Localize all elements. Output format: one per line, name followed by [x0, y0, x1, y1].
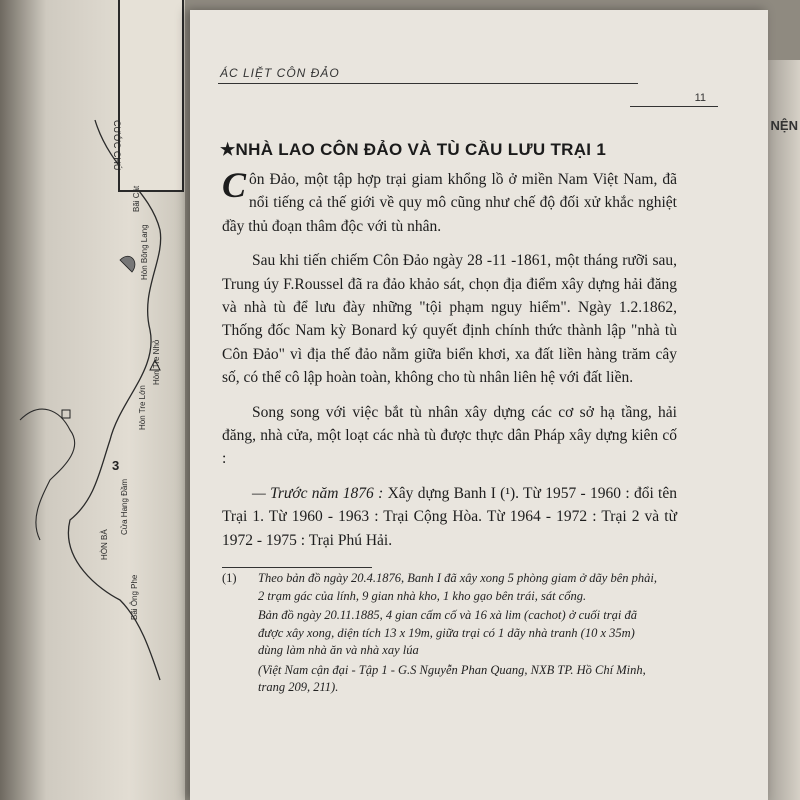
page-number: 11 — [694, 92, 706, 104]
paragraph-2: Sau khi tiến chiếm Côn Đảo ngày 28 -11 -1861, một tháng rưỡi sau, Trung úy F.Roussel đã ra đảo khảo sát, chọn địa điểm xây dựng hải đăng và nhà tù để lưu đày những "tội phạm nguy hiểm". Ngày 1.2.1862, Thống đốc Nam kỳ Bonard ký quyết định chính thức thành lập "nhà tù Côn Đảo" vì địa thế đảo nằm giữa biển khơi, xa đất liền hàng trăm cây số, có thể cô lập hoàn toàn, không cho tù nhân liên hệ với đất liền. — [222, 252, 677, 387]
map-label-hon-ba: HÒN BÀ — [100, 529, 109, 560]
map-label-hon-bong-lang: Hòn Bông Lang — [140, 224, 149, 280]
map-label-hon-tre-lon: Hòn Tre Lớn — [138, 385, 147, 430]
list-item-text: Xây dựng Banh I (¹). Từ 1957 - 1960 : đổi tên Trại 1. Từ 1960 - 1963 : Trại Cộng Hòa. Từ 1964 - 1972 : Trại 2 và từ 1972 - 1975 : Trại Phú Hải. — [222, 484, 677, 549]
next-page-edge-text: NỆN — [770, 118, 798, 133]
map-label-cua-hang-dam: Cửa Hang Đầm — [120, 478, 129, 535]
left-page-map — [0, 0, 185, 800]
footnote-text-3: (Việt Nam cận đại - Tập 1 - G.S Nguyễn Phan Quang, NXB TP. Hồ Chí Minh, trang 209, 211). — [258, 662, 646, 694]
book-page — [190, 10, 768, 800]
running-head: ÁC LIỆT CÔN ĐẢO — [220, 66, 340, 80]
list-item — [222, 482, 677, 552]
paragraph-1-text: ôn Đảo, một tập hợp trại giam khổng lồ ở miền Nam Việt Nam, đã nổi tiếng cả thế giới về quy mô cũng như chế độ đối xử khắc nghiệt đầy thủ đoạn thâm độc với tù nhân. — [222, 171, 677, 235]
map-legend-box — [118, 0, 184, 192]
running-head-rule — [218, 83, 638, 84]
footnote — [222, 570, 662, 699]
map-label-bai-ong-phe: Bãi Ông Phe — [130, 574, 139, 620]
page-number-rule — [630, 106, 718, 107]
map-label-hon-tre-nho: Hòn Tre Nhỏ — [152, 339, 161, 385]
svg-text:3: 3 — [112, 458, 120, 473]
body-text — [222, 165, 677, 563]
paragraph-3: Song song với việc bắt tù nhân xây dựng các cơ sở hạ tầng, hải đăng, nhà cửa, một loạt các nhà tù được thực dân Pháp xây dựng kiên cố : — [222, 403, 677, 468]
list-item-prefix: — Trước năm 1876 : — [252, 484, 384, 502]
section-heading: ★NHÀ LAO CÔN ĐẢO VÀ TÙ CẦU LƯU TRẠI 1 — [220, 140, 607, 159]
footnote-mark: (1) — [222, 571, 237, 585]
footnote-rule — [222, 567, 372, 568]
footnote-text-2: Bản đồ ngày 20.11.1885, 4 gian cấm cố và 16 xà lim (cachot) ở cuối trại đã được xây xong, diện tích 13 x 19m, giữa trại có 1 dãy nhà tranh (10 x 35m) dùng làm nhà ăn và nhà xay lúa — [258, 608, 637, 657]
footnote-text-1: Theo bản đồ ngày 20.4.1876, Banh I đã xây xong 5 phòng giam ở dãy bên phải, 2 trạm gác của lính, 9 gian nhà kho, 1 kho gạo bên trái, sát cổng. — [258, 571, 657, 603]
drop-cap: C — [222, 165, 247, 205]
footnote-body — [258, 570, 662, 699]
map-label-bai-cat: Bãi Cát — [132, 185, 141, 212]
footnotes — [222, 570, 662, 699]
map-legend-title: CƯỚC CHÚ — [112, 120, 122, 171]
paragraph-1 — [222, 165, 677, 238]
